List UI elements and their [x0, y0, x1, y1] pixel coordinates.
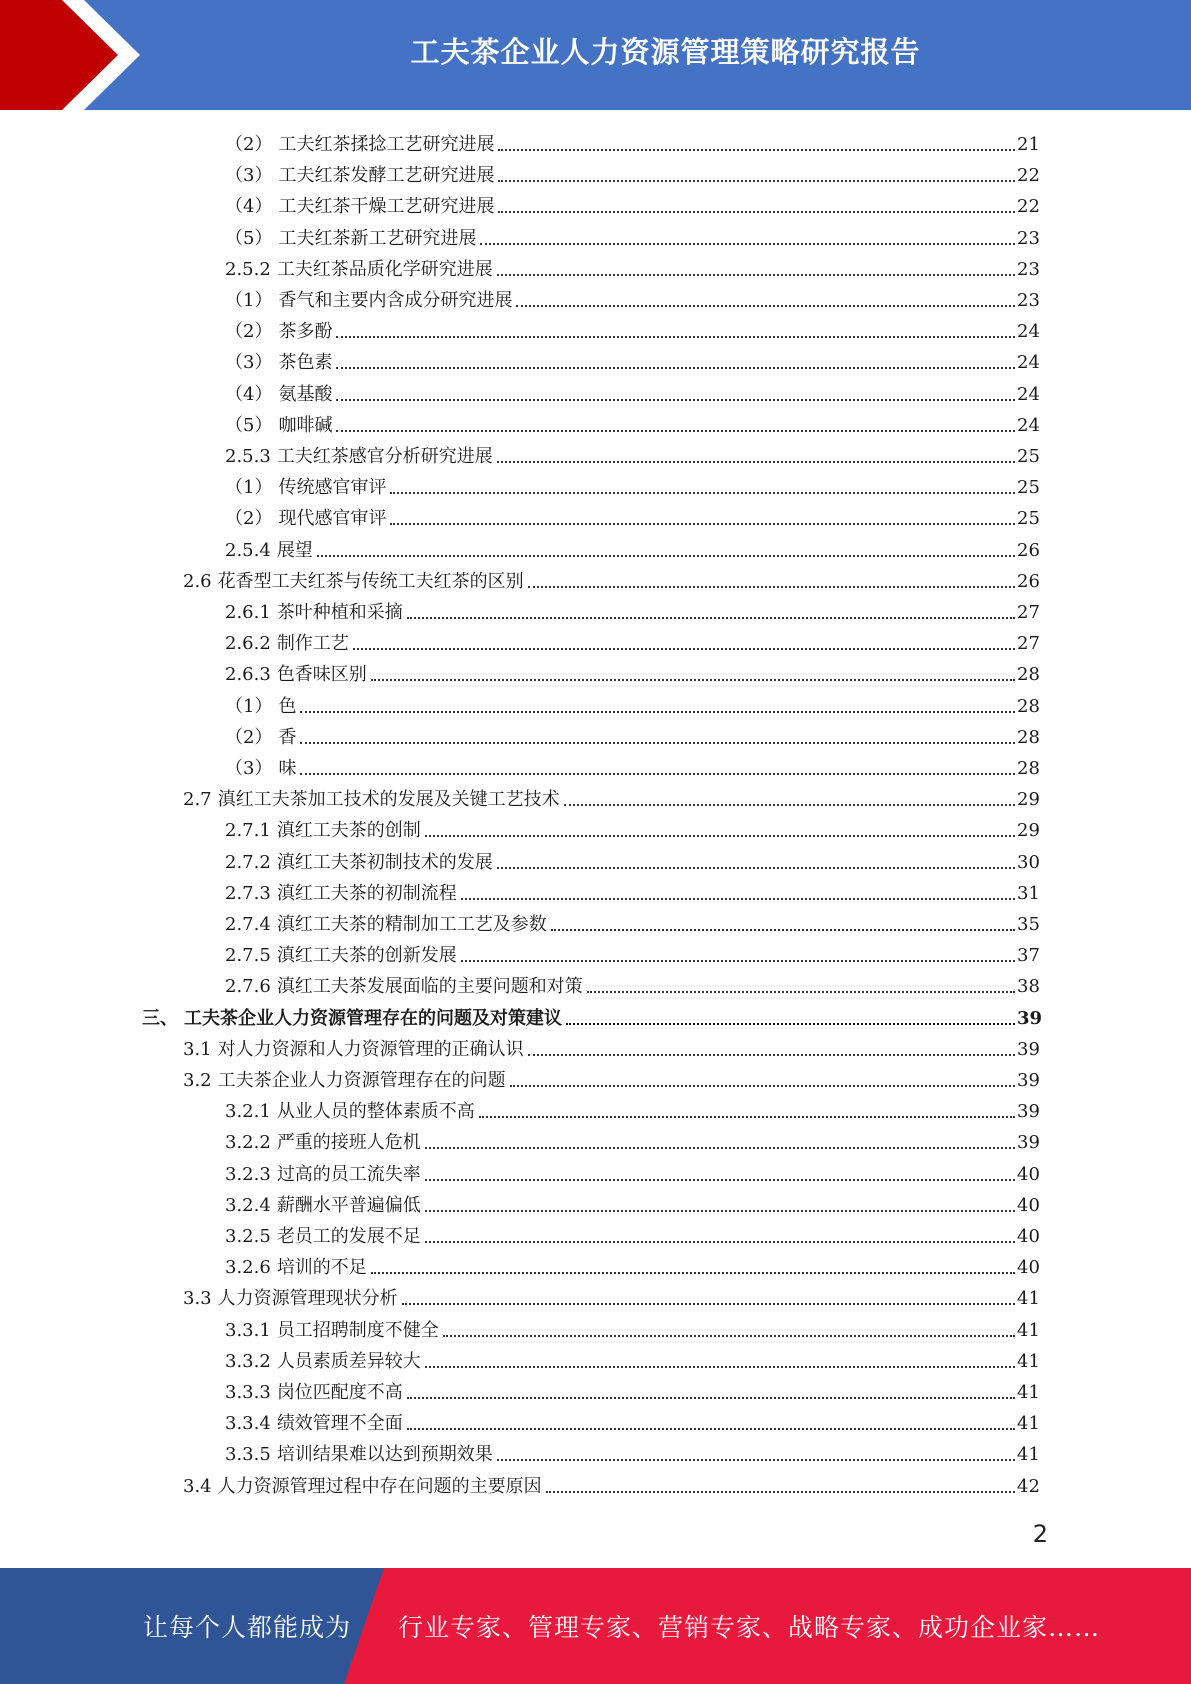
toc-entry[interactable] [0, 1437, 1191, 1467]
toc-entry[interactable] [0, 595, 1191, 625]
toc-entry-number: 3.2.3 [225, 1163, 271, 1185]
toc-entry-title: 人员素质差异较大 [276, 1350, 421, 1372]
toc-dot-leader [497, 461, 1015, 463]
toc-entry-title: 人力资源管理过程中存在问题的主要原因 [217, 1475, 542, 1497]
toc-dot-leader [479, 1116, 1015, 1118]
toc-entry-title: 过高的员工流失率 [276, 1163, 421, 1185]
toc-entry-number: （3） [225, 165, 273, 187]
toc-entry-number: （3） [225, 758, 273, 779]
toc-entry-label [225, 1225, 421, 1249]
toc-entry-label [225, 476, 386, 500]
toc-dot-leader [443, 1335, 1015, 1337]
toc-entry-label [225, 164, 494, 188]
toc-entry[interactable] [0, 127, 1191, 157]
toc-entry-number: 2.5.2 [225, 258, 271, 280]
toc-entry-number: 3.2.1 [225, 1101, 271, 1123]
page-number: 2 [1032, 1520, 1048, 1548]
toc-entry-number: 3.2.6 [225, 1257, 271, 1279]
toc-entry-number: （1） [225, 290, 273, 311]
toc-entry-number: 3.2.4 [225, 1194, 271, 1216]
toc-entry-title: 工夫红茶感官分析研究进展 [276, 446, 493, 467]
toc-entry-page: 40 [1017, 1194, 1040, 1216]
toc-entry[interactable] [0, 1001, 1191, 1031]
toc-entry[interactable] [0, 1157, 1191, 1187]
toc-dot-leader [390, 523, 1015, 525]
toc-entry-label [225, 445, 493, 469]
toc-entry-page: 29 [1017, 789, 1040, 811]
toc-entry-page: 28 [1017, 758, 1040, 779]
toc-dot-leader [528, 1054, 1015, 1056]
toc-entry-label [142, 1007, 562, 1031]
toc-entry-label [225, 507, 386, 531]
toc-entry-label [225, 757, 296, 781]
toc-entry-number: 3.3 [183, 1288, 212, 1310]
toc-entry-label [225, 289, 512, 313]
toc-entry-page: 26 [1017, 570, 1040, 592]
toc-entry-title: 传统感官审评 [278, 477, 387, 499]
toc-dot-leader [461, 960, 1015, 962]
toc-entry-number: 2.5.3 [225, 446, 271, 467]
toc-entry-number: 3.4 [183, 1475, 212, 1497]
toc-entry-number: 2.7.4 [225, 914, 271, 935]
toc-entry-label [183, 1475, 542, 1499]
toc-entry-page: 42 [1017, 1475, 1040, 1497]
toc-entry[interactable] [0, 845, 1191, 875]
toc-dot-leader [498, 180, 1015, 182]
toc-entry-page: 23 [1017, 258, 1040, 280]
toc-dot-leader [300, 773, 1015, 775]
toc-entry-label [225, 195, 494, 219]
toc-entry-number: 2.6.1 [225, 602, 271, 623]
toc-dot-leader [300, 742, 1015, 744]
toc-entry[interactable] [0, 1406, 1191, 1436]
toc-entry-number: 2.7.6 [225, 976, 271, 998]
toc-entry-page: 31 [1017, 882, 1040, 904]
toc-entry-number: 三、 [142, 1007, 178, 1029]
toc-entry-page: 24 [1017, 383, 1040, 405]
toc-entry-title: 制作工艺 [276, 633, 349, 655]
toc-dot-leader [425, 835, 1015, 837]
toc-entry[interactable] [0, 1125, 1191, 1155]
toc-entry-label [225, 1443, 493, 1467]
toc-entry-page: 25 [1017, 508, 1040, 530]
toc-entry[interactable] [0, 626, 1191, 656]
toc-dot-leader [336, 336, 1015, 338]
footer-slogan-left: 让每个人都能成为 [143, 1613, 352, 1642]
toc-entry-label [225, 663, 367, 687]
toc-entry-page: 28 [1017, 664, 1040, 686]
toc-entry-title: 人力资源管理现状分析 [217, 1288, 398, 1310]
toc-entry-number: （2） [225, 134, 273, 155]
toc-entry[interactable] [0, 969, 1191, 999]
toc-dot-leader [353, 648, 1015, 650]
toc-entry-page: 40 [1017, 1257, 1040, 1279]
toc-dot-leader [317, 555, 1015, 557]
toc-entry-label [225, 913, 547, 937]
toc-entry-page: 24 [1017, 321, 1040, 343]
toc-entry-title: 工夫红茶品质化学研究进展 [276, 258, 493, 280]
toc-entry-page: 25 [1017, 477, 1040, 499]
toc-entry[interactable] [0, 1063, 1191, 1093]
toc-entry-title: 滇红工夫茶加工技术的发展及关键工艺技术 [217, 789, 560, 811]
toc-entry-number: （3） [225, 352, 273, 374]
toc-entry-title: 工夫茶企业人力资源管理存在的问题及对策建议 [184, 1007, 562, 1029]
page-header [0, 0, 1191, 110]
toc-entry-page: 41 [1017, 1413, 1040, 1435]
toc-entry-title: 工夫红茶干燥工艺研究进展 [278, 196, 495, 218]
toc-entry-title: 滇红工夫茶发展面临的主要问题和对策 [276, 976, 583, 998]
toc-entry-number: 3.3.4 [225, 1413, 271, 1435]
toc-entry[interactable] [0, 158, 1191, 188]
toc-dot-leader [300, 711, 1015, 713]
toc-dot-leader [425, 1241, 1015, 1243]
toc-entry-title: 工夫红茶揉捻工艺研究进展 [278, 134, 495, 155]
toc-entry-number: 3.3.2 [225, 1350, 271, 1372]
toc-entry-number: （5） [225, 227, 273, 249]
toc-dot-leader [336, 399, 1015, 401]
toc-dot-leader [566, 1023, 1015, 1025]
toc-entry-number: 3.2 [183, 1070, 212, 1091]
toc-entry-number: （1） [225, 477, 273, 499]
toc-entry-number: 3.3.5 [225, 1444, 271, 1466]
toc-entry-label [183, 1287, 398, 1311]
toc-entry-number: （4） [225, 196, 273, 218]
toc-dot-leader [461, 898, 1015, 900]
toc-entry-title: 味 [278, 758, 297, 779]
toc-entry-number: 3.3.1 [225, 1319, 271, 1341]
toc-entry[interactable] [0, 1219, 1191, 1249]
toc-dot-leader [407, 1397, 1015, 1399]
toc-entry-title: 现代感官审评 [278, 508, 387, 530]
toc-dot-leader [498, 211, 1015, 213]
toc-entry-page: 25 [1017, 446, 1040, 467]
toc-entry[interactable] [0, 907, 1191, 937]
toc-entry-label [225, 1163, 421, 1187]
toc-dot-leader [564, 804, 1015, 806]
toc-dot-leader [425, 1366, 1015, 1368]
toc-entry[interactable] [0, 1313, 1191, 1343]
toc-entry-number: 2.7.5 [225, 945, 271, 967]
toc-entry-title: 滇红工夫茶的初制流程 [276, 882, 457, 904]
toc-entry-page: 39 [1017, 1038, 1040, 1060]
toc-entry-label [225, 1131, 421, 1155]
toc-dot-leader [546, 1491, 1015, 1493]
toc-entry-page: 38 [1017, 976, 1040, 998]
toc-entry-page: 24 [1017, 414, 1040, 436]
toc-dot-leader [551, 929, 1015, 931]
toc-entry-page: 39 [1017, 1007, 1043, 1029]
toc-entry-title: 严重的接班人危机 [276, 1132, 421, 1154]
toc-entry[interactable] [0, 1375, 1191, 1405]
toc-entry-title: 工夫红茶新工艺研究进展 [278, 227, 477, 249]
toc-entry-label [183, 1069, 506, 1093]
toc-entry-title: 香 [278, 726, 297, 748]
document-title: 工夫茶企业人力资源管理策略研究报告 [410, 34, 921, 69]
toc-entry[interactable] [0, 189, 1191, 219]
toc-entry-title: 员工招聘制度不健全 [276, 1319, 439, 1341]
toc-entry-title: 绩效管理不全面 [276, 1413, 403, 1435]
toc-entry-number: 2.7 [183, 789, 212, 811]
toc-entry[interactable] [0, 876, 1191, 906]
toc-entry[interactable] [0, 1281, 1191, 1311]
toc-entry-title: 岗位匹配度不高 [276, 1382, 403, 1403]
toc-entry-page: 22 [1017, 196, 1040, 218]
toc-entry-label [225, 227, 476, 251]
toc-entry-label [225, 632, 349, 656]
toc-entry-page: 39 [1017, 1132, 1040, 1154]
toc-dot-leader [336, 430, 1015, 432]
toc-entry[interactable] [0, 1188, 1191, 1218]
toc-entry-page: 22 [1017, 165, 1040, 187]
toc-entry-page: 27 [1017, 602, 1040, 623]
toc-entry-label [225, 1350, 421, 1374]
toc-entry[interactable] [0, 1469, 1191, 1499]
toc-entry-number: 3.2.5 [225, 1226, 271, 1247]
toc-entry[interactable] [0, 689, 1191, 719]
page-footer [0, 1568, 1191, 1684]
toc-entry[interactable] [0, 1250, 1191, 1280]
toc-entry-number: （4） [225, 383, 273, 405]
toc-dot-leader [336, 367, 1015, 369]
toc-entry[interactable] [0, 283, 1191, 313]
toc-entry-page: 41 [1017, 1319, 1040, 1341]
toc-dot-leader [407, 617, 1015, 619]
toc-entry-page: 39 [1017, 1070, 1040, 1091]
toc-entry-page: 23 [1017, 290, 1040, 311]
toc-entry[interactable] [0, 314, 1191, 344]
footer-slogan-right: 行业专家、管理专家、营销专家、战略专家、成功企业家…… [398, 1613, 1101, 1642]
toc-dot-leader [498, 149, 1015, 151]
toc-entry-title: 展望 [276, 539, 313, 561]
toc-entry-title: 色 [278, 695, 297, 717]
toc-entry-title: 咖啡碱 [278, 414, 333, 436]
toc-entry-page: 26 [1017, 539, 1040, 561]
toc-entry-label [225, 1194, 421, 1218]
toc-entry-title: 滇红工夫茶的创新发展 [276, 945, 457, 967]
toc-entry[interactable] [0, 252, 1191, 282]
toc-entry[interactable] [0, 501, 1191, 531]
toc-entry[interactable] [0, 1032, 1191, 1062]
toc-entry-number: 3.2.2 [225, 1132, 271, 1154]
toc-entry[interactable] [0, 345, 1191, 375]
toc-entry-number: 2.7.2 [225, 851, 271, 873]
toc-entry[interactable] [0, 470, 1191, 500]
toc-entry-title: 香气和主要内含成分研究进展 [278, 290, 513, 311]
toc-entry-label [183, 570, 524, 594]
toc-entry-number: （1） [225, 695, 273, 717]
toc-entry-page: 39 [1017, 1101, 1040, 1123]
toc-entry[interactable] [0, 720, 1191, 750]
toc-entry-label [225, 695, 296, 719]
toc-entry-number: 2.6 [183, 570, 212, 592]
toc-entry-label [183, 788, 560, 812]
toc-entry-number: 2.7.1 [225, 820, 271, 842]
toc-entry-page: 24 [1017, 352, 1040, 374]
toc-entry-label [225, 1319, 439, 1343]
toc-dot-leader [390, 492, 1015, 494]
toc-dot-leader [497, 1459, 1015, 1461]
toc-entry-title: 氨基酸 [278, 383, 333, 405]
toc-entry-label [225, 133, 494, 157]
toc-entry-title: 薪酬水平普遍偏低 [276, 1194, 421, 1216]
toc-entry-page: 41 [1017, 1350, 1040, 1372]
toc-entry-title: 茶色素 [278, 352, 333, 374]
toc-entry-page: 40 [1017, 1163, 1040, 1185]
toc-dot-leader [510, 1085, 1015, 1087]
toc-entry-title: 对人力资源和人力资源管理的正确认识 [217, 1038, 524, 1060]
toc-entry-page: 21 [1017, 134, 1040, 155]
toc-entry-title: 滇红工夫茶的创制 [276, 820, 421, 842]
toc-entry-title: 花香型工夫红茶与传统工夫红茶的区别 [217, 570, 524, 592]
toc-dot-leader [528, 586, 1015, 588]
toc-entry[interactable] [0, 782, 1191, 812]
toc-dot-leader [371, 1272, 1015, 1274]
toc-entry-title: 滇红工夫茶的精制加工工艺及参数 [276, 914, 547, 935]
toc-entry-label [225, 539, 313, 563]
toc-dot-leader [425, 1147, 1015, 1149]
toc-entry-label [225, 882, 457, 906]
toc-entry-title: 工夫茶企业人力资源管理存在的问题 [217, 1070, 506, 1091]
toc-entry[interactable] [0, 938, 1191, 968]
toc-dot-leader [425, 1210, 1015, 1212]
toc-entry-title: 培训结果难以达到预期效果 [276, 1444, 493, 1466]
toc-entry[interactable] [0, 564, 1191, 594]
toc-entry-label [225, 601, 403, 625]
toc-entry[interactable] [0, 533, 1191, 563]
toc-entry-label [225, 1412, 403, 1436]
toc-entry-title: 茶多酚 [278, 321, 333, 343]
toc-dot-leader [516, 305, 1015, 307]
toc-entry-label [225, 383, 332, 407]
toc-entry[interactable] [0, 408, 1191, 438]
toc-dot-leader [402, 1303, 1015, 1305]
toc-entry[interactable] [0, 1094, 1191, 1124]
toc-entry-label [225, 320, 332, 344]
toc-entry-page: 28 [1017, 726, 1040, 748]
toc-entry-page: 41 [1017, 1382, 1040, 1403]
toc-entry-page: 35 [1017, 914, 1040, 935]
toc-entry-title: 色香味区别 [276, 664, 367, 686]
toc-entry-number: 3.1 [183, 1038, 212, 1060]
toc-entry-page: 41 [1017, 1444, 1040, 1466]
toc-entry-number: （5） [225, 414, 273, 436]
toc-dot-leader [371, 679, 1015, 681]
toc-entry-title: 从业人员的整体素质不高 [276, 1101, 475, 1123]
toc-entry-number: 2.6.3 [225, 664, 271, 686]
toc-entry[interactable] [0, 1344, 1191, 1374]
toc-dot-leader [587, 991, 1015, 993]
toc-dot-leader [480, 243, 1015, 245]
toc-dot-leader [497, 867, 1015, 869]
toc-entry-title: 茶叶种植和采摘 [276, 602, 403, 623]
toc-dot-leader [497, 274, 1015, 276]
toc-entry-label [225, 414, 332, 438]
toc-entry-number: 2.5.4 [225, 539, 271, 561]
toc-entry[interactable] [0, 377, 1191, 407]
toc-entry-page: 27 [1017, 633, 1040, 655]
toc-entry-page: 30 [1017, 851, 1040, 873]
toc-entry-number: （2） [225, 726, 273, 748]
toc-entry-page: 40 [1017, 1226, 1040, 1247]
toc-entry-label [225, 1100, 475, 1124]
toc-entry-number: 2.6.2 [225, 633, 271, 655]
toc-entry-title: 滇红工夫茶初制技术的发展 [276, 851, 493, 873]
toc-dot-leader [407, 1428, 1015, 1430]
toc-entry-number: 2.7.3 [225, 882, 271, 904]
toc-entry-label [225, 819, 421, 843]
toc-entry-title: 培训的不足 [276, 1257, 367, 1279]
toc-entry[interactable] [0, 751, 1191, 781]
toc-entry[interactable] [0, 439, 1191, 469]
toc-entry-label [225, 944, 457, 968]
toc-entry-label [225, 851, 493, 875]
toc-entry[interactable] [0, 813, 1191, 843]
toc-entry-page: 29 [1017, 820, 1040, 842]
toc-entry-page: 41 [1017, 1288, 1040, 1310]
toc-entry-page: 28 [1017, 695, 1040, 717]
toc-entry-title: 工夫红茶发酵工艺研究进展 [278, 165, 495, 187]
toc-entry-page: 37 [1017, 945, 1040, 967]
toc-entry-label [225, 975, 583, 999]
toc-entry-number: 3.3.3 [225, 1382, 271, 1403]
toc-entry-number: （2） [225, 321, 273, 343]
toc-entry-label [225, 258, 493, 282]
toc-entry[interactable] [0, 221, 1191, 251]
toc-entry-label [183, 1038, 524, 1062]
toc-dot-leader [425, 1179, 1015, 1181]
toc-entry-page: 23 [1017, 227, 1040, 249]
toc-entry-number: （2） [225, 508, 273, 530]
toc-entry[interactable] [0, 657, 1191, 687]
toc-entry-label [225, 1381, 403, 1405]
toc-entry-title: 老员工的发展不足 [276, 1226, 421, 1247]
toc-entry-label [225, 351, 332, 375]
toc-entry-label [225, 1256, 367, 1280]
toc-entry-label [225, 726, 296, 750]
